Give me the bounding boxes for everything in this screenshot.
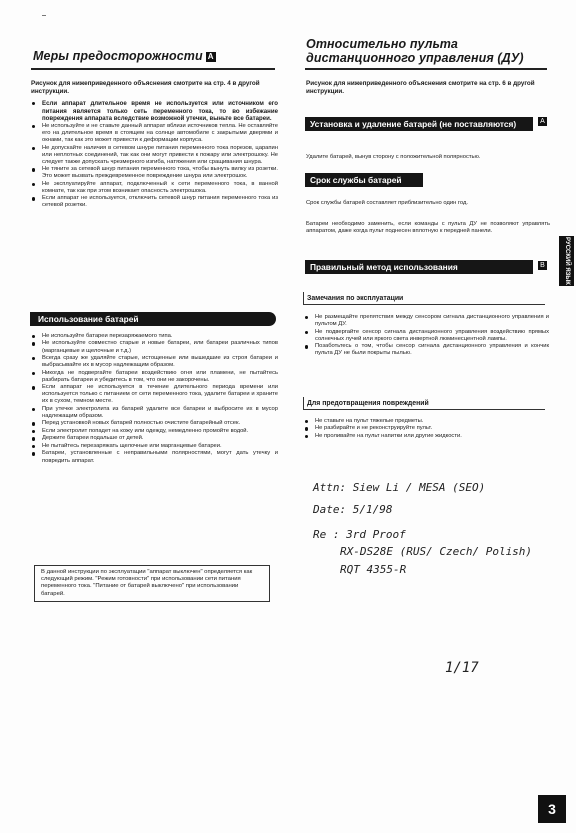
- list-item: Если аппарат не используется в течение длительного периода времени или используется только с питанием от сети переменного тока, удалите батареи и храните их в сухом, темном месте.: [30, 384, 278, 405]
- handwritten-date: Date: 5/1/98: [313, 503, 393, 516]
- list-item: Не допускайте наличия в сетевом шнуре питания переменного тока порезов, царапин или неплотных соединений, так как они могут привести к пожару или электрошоку. Не следует также допускать чрезмерного изгиба, натяжения или сращивания шнура.: [30, 145, 278, 166]
- prevent-list: [303, 418, 549, 440]
- handwritten-model: RX-DS28E (RUS/ Czech/ Polish): [340, 545, 533, 558]
- usage-heading: Правильный метод использования: [305, 260, 533, 274]
- left-intro: Рисунок для нижеприведенного объяснения смотрите на стр. 4 в другой инструкции.: [31, 80, 260, 96]
- precautions-title-text: Меры предосторожности: [33, 49, 203, 63]
- precautions-list: [30, 100, 278, 210]
- install-text: Удалите батарей, вынув сторону с положительной полярностью.: [306, 154, 481, 160]
- remarks-heading: Замечания по эксплуатации: [303, 292, 545, 305]
- list-item: Держите батареи подальше от детей.: [30, 435, 278, 442]
- list-item: Не эксплуатируйте аппарат, подключенный к сети переменного тока, в ванной комнате, так как при этом возникает опасность электрошока.: [30, 181, 278, 195]
- list-item: Если электролит попадет на кожу или одежду, немедленно промойте водой.: [30, 428, 278, 435]
- life-text-1: Срок службы батарей составляет приблизительно один год.: [306, 200, 468, 206]
- list-item: Не размещайте препятствия между сенсором сигнала дистанционного управления и пультом ДУ.: [303, 314, 549, 328]
- page-number: 3: [538, 795, 566, 823]
- list-item: При утечке электролита из батарей удалите все батареи и выбросите их в мусор надлежащим образом.: [30, 406, 278, 420]
- list-item: Не используйте батареи перезаряжаемого типа.: [30, 333, 278, 340]
- right-intro: Рисунок для нижеприведенного объяснения смотрите на стр. 6 в другой инструкции.: [306, 80, 535, 96]
- figure-tag-b: B: [538, 261, 547, 270]
- figure-tag-a: A: [538, 117, 547, 126]
- remote-title: Относительно пульта дистанционного управления (ДУ): [306, 37, 524, 65]
- handwritten-re: Re : 3rd Proof: [313, 528, 406, 541]
- batteries-heading: Использование батарей: [30, 312, 276, 326]
- list-item: Не используйте и не ставьте данный аппарат вблизи источников тепла. Не оставляйте его на длительное время в стоящем на солнце автомобиле с закрытыми дверями и окнами, так как это может привести к деформации корпуса.: [30, 123, 278, 144]
- list-item: Если аппарат длительное время не используется или источником его питания является только сеть переменного тока, то во избежание повреждения аппарата вследствие возможной утечки, выньте все батареи.: [30, 100, 278, 123]
- standby-note: В данной инструкции по эксплуатации "аппарат выключен" определяется как следующий режим. "Режим готовности" при использовании сети питания переменного тока. "Питание от батарей выключено" при использовании батарей.: [34, 565, 270, 602]
- list-item: Никогда не подвергайте батареи воздействию огня или пламени, не пытайтесь разбирать батареи и убедитесь в том, что они не закорочены.: [30, 370, 278, 384]
- list-item: Позаботьтесь о том, чтобы сенсор сигнала дистанционного управления и кончик пульта ДУ не были покрыты пылью.: [303, 343, 549, 357]
- precautions-title: [33, 49, 216, 63]
- list-item: Не ставьте на пульт тяжелые предметы.: [303, 418, 549, 425]
- list-item: Не тяните за сетевой шнур питания переменного тока, чтобы вынуть вилку из розетки. Это может вызвать преждевременное повреждение шнура или электрошок.: [30, 166, 278, 180]
- language-tab-label: РУССКИЙ ЯЗЫК: [563, 237, 570, 285]
- handwritten-attn: Attn: Siew Li / MESA (SEO): [313, 481, 486, 494]
- remote-title-rule: [305, 68, 547, 70]
- install-heading: Установка и удаление батарей (не поставляются): [305, 117, 533, 131]
- list-item: Если аппарат не используется, отключить сетевой шнур питания переменного тока из сетевой розетки.: [30, 195, 278, 209]
- handwritten-page: 1/17: [445, 660, 479, 676]
- batteries-list: [30, 333, 278, 465]
- list-item: Не разбирайте и не реконструируйте пульт.: [303, 425, 549, 432]
- prevent-heading: Для предотвращения повреждений: [303, 397, 545, 410]
- list-item: Не проливайте на пульт напитки или другие жидкости.: [303, 433, 549, 440]
- handwritten-code: RQT 4355-R: [340, 563, 407, 576]
- corner-mark: [42, 15, 46, 16]
- list-item: Перед установкой новых батарей полностью очистите батарейный отсек.: [30, 420, 278, 427]
- language-tab: [559, 236, 574, 286]
- figure-tag-a: A: [207, 52, 214, 61]
- life-heading: Срок службы батарей: [305, 173, 423, 187]
- list-item: Батареи, установленные с неправильными полярностями, могут дать утечку и повредить аппарат.: [30, 450, 278, 464]
- list-item: Не используйте совместно старые и новые батареи, или батареи различных типов (марганцевые и щелочные и т.д.): [30, 340, 278, 354]
- remarks-list: [303, 314, 549, 358]
- list-item: Всегда сразу же удаляйте старые, истощенные или вышедшие из строя батареи и выбрасывайте их в мусор надлежащим образом.: [30, 355, 278, 369]
- list-item: Не подвергайте сенсор сигнала дистанционного управления воздействию прямых солнечных лучей или яркого света инвертной люминесцентной лампы.: [303, 329, 549, 343]
- title-rule: [31, 68, 275, 70]
- life-text-2: Батареи необходимо заменить, если команды с пульта ДУ не позволяют управлять аппаратом, даже когда пульт поднесен вплотную к передней панели.: [306, 221, 550, 235]
- list-item: Не пытайтесь перезаряжать щелочные или марганцевые батареи.: [30, 443, 278, 450]
